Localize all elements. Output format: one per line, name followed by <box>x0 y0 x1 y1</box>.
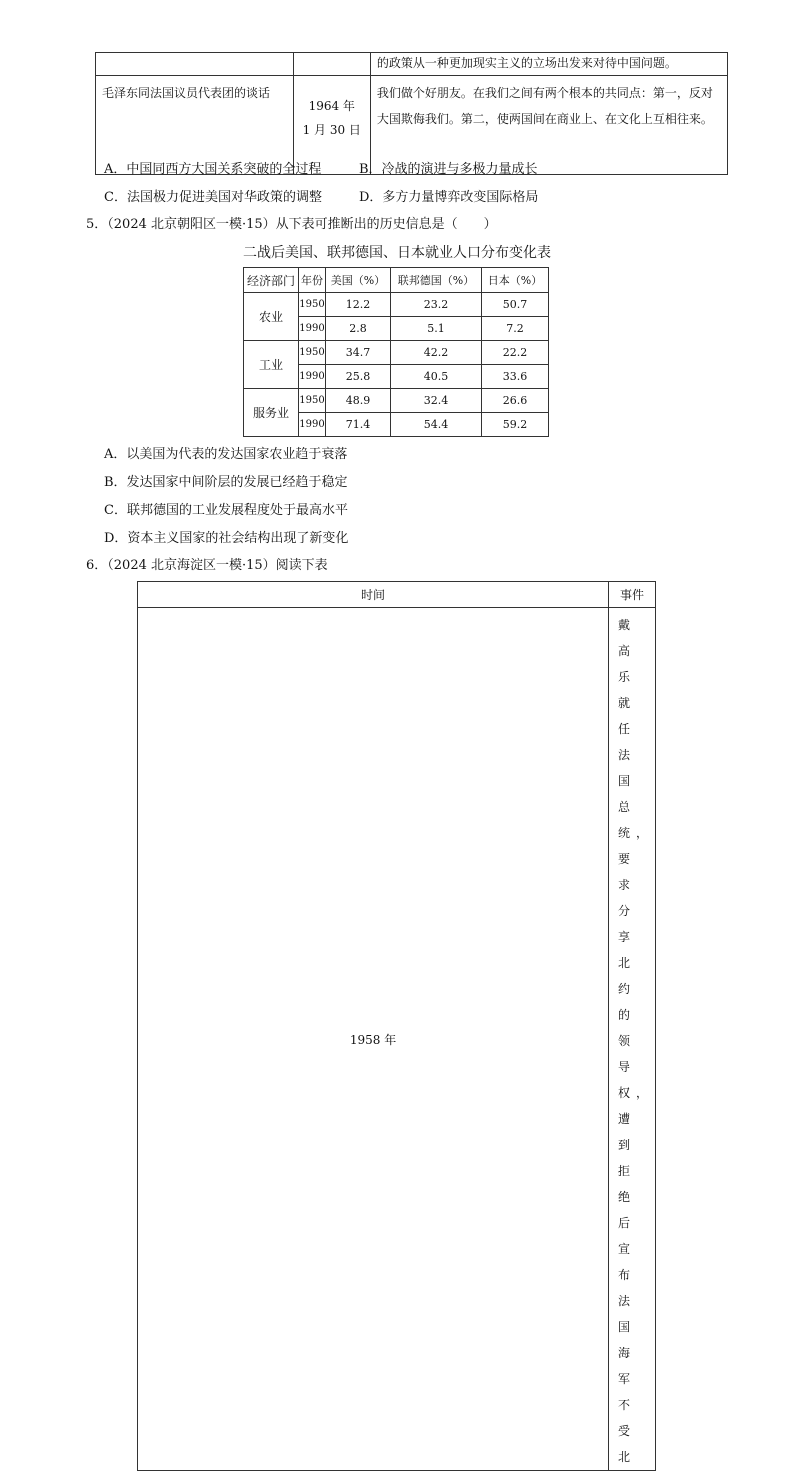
event-text: 戴高乐就任法国总统，要求分享北约的领导权，遭到拒绝后宣布法国海军不受北 <box>618 618 655 1464</box>
time-cell: 1958 年 <box>138 608 609 1471</box>
value-cell: 7.2 <box>482 317 549 341</box>
header-cell: 时间 <box>138 582 609 608</box>
date-line: 1 月 30 日 <box>302 123 361 137</box>
option-a: A．中国同西方大国关系突破的全过程 <box>104 162 322 177</box>
table-cell: 的政策从一种更加现实主义的立场出发来对待中国问题。 <box>370 53 727 76</box>
header-cell: 联邦德国（%） <box>391 268 482 293</box>
table-header-row <box>138 582 656 608</box>
dept-cell: 服务业 <box>244 389 299 437</box>
value-cell: 32.4 <box>391 389 482 413</box>
year-cell: 1950 <box>299 341 326 365</box>
value-cell: 54.4 <box>391 413 482 437</box>
event-cell <box>609 608 656 1471</box>
header-cell: 年份 <box>299 268 326 293</box>
dept-cell: 工业 <box>244 341 299 389</box>
table-cell: 我们做个好朋友。在我们之间有两个根本的共同点：第一，反对大国欺侮我们。第二，使两国间在商业上、在文化上互相往来。 <box>370 76 727 175</box>
option-c: C．联邦德国的工业发展程度处于最高水平 <box>104 503 348 518</box>
policy-table <box>95 52 728 175</box>
value-cell: 34.7 <box>326 341 391 365</box>
option-c: C．法国极力促进美国对华政策的调整 <box>104 190 322 205</box>
value-cell: 12.2 <box>326 293 391 317</box>
value-cell: 22.2 <box>482 341 549 365</box>
value-cell: 48.9 <box>326 389 391 413</box>
year-cell: 1990 <box>299 365 326 389</box>
value-cell: 2.8 <box>326 317 391 341</box>
value-cell: 59.2 <box>482 413 549 437</box>
employment-table <box>243 267 549 437</box>
year-cell: 1950 <box>299 389 326 413</box>
table-row <box>138 608 656 1471</box>
table-row <box>96 53 728 76</box>
option-d: D．资本主义国家的社会结构出现了新变化 <box>104 531 349 546</box>
table-row <box>244 293 549 317</box>
value-cell: 5.1 <box>391 317 482 341</box>
table-cell <box>293 53 370 76</box>
question-5-stem: 5．（2024 北京朝阳区一模·15）从下表可推断出的历史信息是（ ） <box>86 217 497 232</box>
header-cell: 美国（%） <box>326 268 391 293</box>
table-header-row <box>244 268 549 293</box>
date-cell <box>293 76 370 175</box>
value-cell: 71.4 <box>326 413 391 437</box>
date-line: 1964 年 <box>308 99 355 113</box>
table-row <box>244 389 549 413</box>
value-cell: 26.6 <box>482 389 549 413</box>
table-row <box>96 76 728 175</box>
option-b: B．冷战的演进与多极力量成长 <box>359 162 538 177</box>
value-cell: 25.8 <box>326 365 391 389</box>
year-cell: 1990 <box>299 413 326 437</box>
header-cell: 事件 <box>609 582 656 608</box>
dept-cell: 农业 <box>244 293 299 341</box>
value-cell: 50.7 <box>482 293 549 317</box>
header-cell: 经济部门 <box>244 268 299 293</box>
value-cell: 42.2 <box>391 341 482 365</box>
option-b: B．发达国家中间阶层的发展已经趋于稳定 <box>104 475 348 490</box>
header-cell: 日本（%） <box>482 268 549 293</box>
year-cell: 1990 <box>299 317 326 341</box>
events-table <box>137 581 656 1471</box>
table-title: 二战后美国、联邦德国、日本就业人口分布变化表 <box>243 245 551 261</box>
value-cell: 33.6 <box>482 365 549 389</box>
option-a: A．以美国为代表的发达国家农业趋于衰落 <box>104 447 348 462</box>
question-6-stem: 6．（2024 北京海淀区一模·15）阅读下表 <box>86 558 328 573</box>
table-row <box>244 341 549 365</box>
table-cell <box>96 53 294 76</box>
option-d: D．多方力量博弈改变国际格局 <box>359 190 539 205</box>
year-cell: 1950 <box>299 293 326 317</box>
value-cell: 40.5 <box>391 365 482 389</box>
table-cell: 毛泽东同法国议员代表团的谈话 <box>96 76 294 175</box>
value-cell: 23.2 <box>391 293 482 317</box>
